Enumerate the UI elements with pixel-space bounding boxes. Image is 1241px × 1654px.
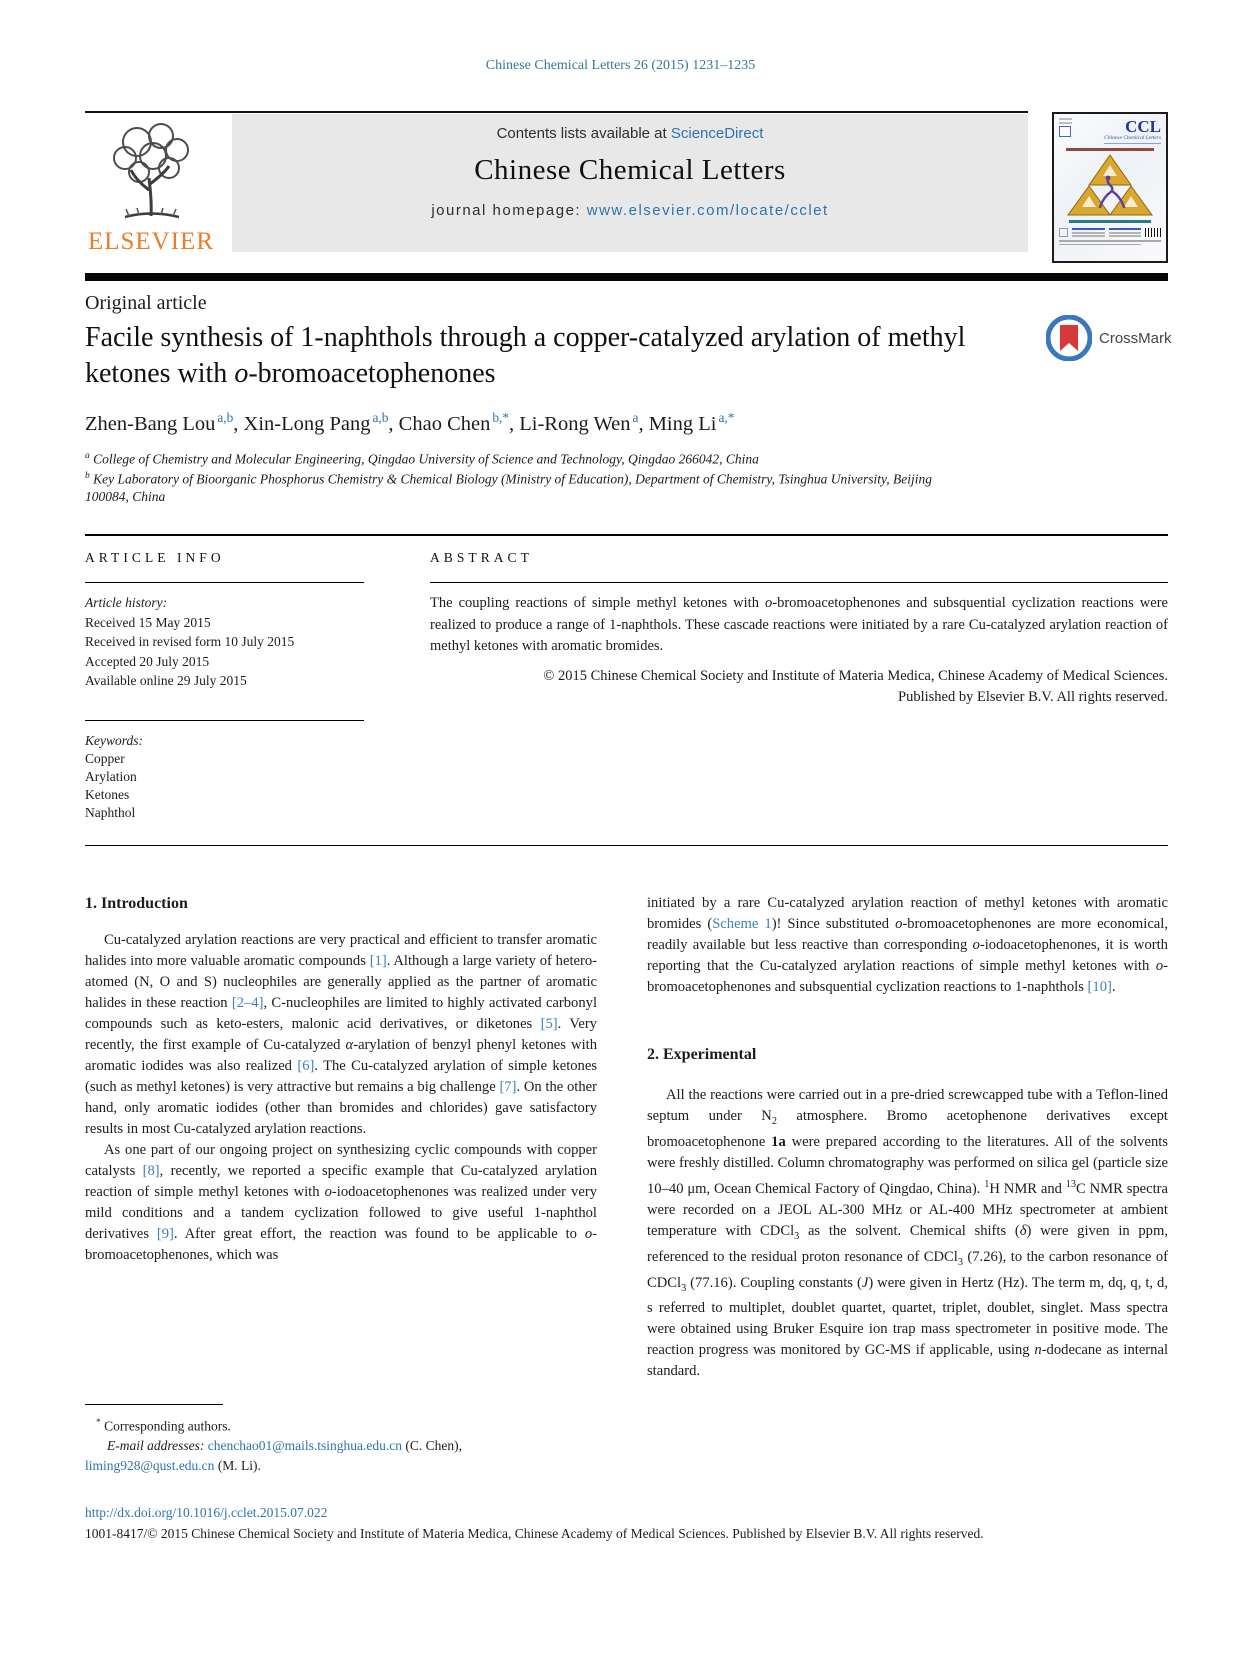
journal-cover-thumbnail: [1052, 112, 1168, 263]
abstract-copyright: [430, 666, 1168, 707]
citation-link[interactable]: [8]: [142, 1163, 160, 1179]
keyword: Copper: [85, 751, 125, 766]
keywords-label: Keywords:: [85, 733, 143, 748]
article-history: [85, 593, 294, 691]
cover-caption-bar: [1069, 220, 1151, 223]
text-segment: a: [85, 451, 90, 461]
elsevier-logo: [85, 116, 217, 256]
text-segment: atmosphere. Bromo acetophenone derivatives except bromoacetophenone: [647, 1108, 1168, 1150]
text-segment: , Xin-Long Pang: [233, 412, 371, 435]
homepage-line: [232, 202, 1028, 219]
article-info-rule: [85, 582, 364, 583]
journal-citation: Chinese Chemical Letters 26 (2015) 1231–1235: [485, 58, 756, 73]
experimental-paragraph: [647, 1085, 1168, 1382]
text-segment: o: [895, 916, 903, 932]
text-segment: initiated by a rare Cu-catalyzed arylation reaction of methyl ketones with aromatic bromides (: [647, 895, 1168, 932]
text-segment: o: [1155, 958, 1164, 974]
text-segment: All the reactions were carried out in a pre-dried screwcapped tube with a Teflon-lined septum under N: [647, 1087, 1168, 1124]
header-top-rule: [85, 111, 1028, 113]
text-segment: -bromoacetophenones, which was: [85, 1226, 597, 1263]
text-segment: As one part of our ongoing project on synthesizing cyclic compounds with copper catalysts: [85, 1142, 597, 1179]
homepage-link[interactable]: www.elsevier.com/locate/cclet: [586, 202, 829, 219]
text-segment: 1: [984, 1178, 990, 1190]
text-segment: -iodoacetophenones, it is worth reporting that the Cu-catalyzed arylation reactions of simple methyl ketones with: [647, 937, 1168, 974]
email-suffix: (C. Chen),: [402, 1438, 463, 1453]
email-label: E-mail addresses:: [107, 1438, 208, 1453]
citation-link[interactable]: Scheme 1: [712, 916, 772, 932]
contents-line: [232, 114, 1028, 142]
text-segment: o: [764, 595, 773, 611]
issn-copyright-line: 1001-8417/© 2015 Chinese Chemical Society and Institute of Materia Medica, Chinese Academy of Medical Sciences. Published by Elsevier B.V. All rights reserved.: [85, 1526, 984, 1541]
cover-heading-bar: [1066, 148, 1154, 151]
cover-footer-lines: [1059, 240, 1161, 245]
introduction-heading: 1. Introduction: [85, 895, 188, 912]
cover-triangle-artwork: [1060, 153, 1160, 217]
text-segment: Key Laboratory of Bioorganic Phosphorus Chemistry & Chemical Biology (Ministry of Education), Department of Chemistry, Tsinghua University, Beijing 100084, China: [85, 471, 933, 504]
history-item: Accepted 20 July 2015: [85, 653, 210, 669]
copyright-line: © 2015 Chinese Chemical Society and Institute of Materia Medica, Chinese Academy of Medical Sciences.: [543, 668, 1168, 684]
text-segment: -dodecane as internal standard.: [647, 1342, 1168, 1380]
text-segment: . Very recently, the first example of Cu-catalyzed: [85, 1016, 597, 1053]
text-segment: -bromoacetophenones are more economical, readily available but less reactive than corresponding: [647, 916, 1168, 953]
cover-text-column: [1109, 228, 1142, 238]
citation-link[interactable]: a: [632, 410, 639, 425]
text-segment: -bromoacetophenones and subsquential cyclization reactions were realized to produce a range of 1-naphthols. These cascade reactions were initiated by a rare Cu-catalyzed arylation reaction of methyl ketones with aromatic bromides.: [430, 595, 1168, 654]
text-segment: Facile synthesis of 1-naphthols through a copper-catalyzed arylation of methyl ketones with: [85, 322, 966, 389]
cover-barcode: [1145, 228, 1161, 237]
article-info-heading: ARTICLE INFO: [85, 550, 225, 565]
text-segment: . Although a large variety of hetero-atomed (N, O and S) nucleophiles are generally applied as the partner of aromatic halides in these reaction: [85, 953, 597, 1011]
text-segment: n: [1034, 1342, 1042, 1359]
text-segment: 2: [771, 1115, 777, 1127]
text-segment: o: [324, 1184, 332, 1200]
elsevier-tree-icon: [95, 116, 207, 222]
text-segment: . On the other hand, only aromatic iodides (other than bromides and chlorides) gave satisfactory results in most Cu-catalyzed arylation reactions.: [85, 1079, 597, 1137]
text-segment: b: [85, 471, 90, 481]
history-item: Received in revised form 10 July 2015: [85, 634, 295, 649]
corresponding-authors-note: [85, 1414, 597, 1436]
text-segment: 1a: [771, 1133, 786, 1150]
keyword: Arylation: [85, 769, 137, 784]
text-segment: College of Chemistry and Molecular Engineering, Qingdao University of Science and Technology, Qingdao 266042, China: [89, 451, 759, 467]
contents-prefix: Contents lists available at: [496, 125, 671, 142]
author-list: [85, 410, 1085, 436]
elsevier-wordmark: ELSEVIER: [87, 228, 215, 255]
copyright-line: Published by Elsevier B.V. All rights reserved.: [898, 688, 1168, 705]
text-segment: Zhen-Bang Lou: [85, 412, 216, 435]
text-segment: o: [234, 358, 249, 389]
body-column-right: [647, 893, 1168, 1382]
continuation-paragraph: [647, 893, 1168, 998]
citation-link[interactable]: [6]: [297, 1058, 315, 1074]
masthead: [232, 114, 1028, 252]
crossmark-label: CrossMark: [1099, 329, 1172, 347]
text-segment: . After great effort, the reaction was found to be applicable to: [173, 1226, 585, 1242]
cover-subtitle: Chinese Chemical Letters: [1104, 135, 1161, 141]
experimental-heading: 2. Experimental: [647, 1046, 757, 1063]
text-segment: -arylation of benzyl phenyl ketones with aromatic iodides was also realized: [85, 1037, 597, 1074]
text-segment: , recently, we reported a specific example that Cu-catalyzed arylation reaction of simple methyl ketones with: [85, 1163, 597, 1200]
affiliations: [85, 448, 975, 506]
email-link-chen[interactable]: chenchao01@mails.tsinghua.edu.cn: [207, 1438, 403, 1453]
text-segment: ) were given in ppm, referenced to the residual proton resonance of CDCl: [647, 1222, 1168, 1265]
introduction-paragraph: [85, 930, 597, 1140]
email-suffix: (M. Li).: [214, 1457, 261, 1473]
text-segment: α: [345, 1037, 354, 1053]
crossmark-badge[interactable]: [1046, 315, 1172, 361]
footnote-block: [85, 1404, 597, 1475]
affiliation-a: [85, 448, 975, 468]
text-segment: , C-nucleophiles are limited to highly activated carbonyl compounds such as keto-esters, malonic acid derivatives, or diketones: [85, 995, 597, 1032]
abstract-rule: [430, 582, 1168, 583]
text-segment: o: [584, 1226, 593, 1242]
introduction-paragraph: [85, 1140, 597, 1266]
cover-emblem: [1059, 118, 1072, 144]
text-segment: H NMR and: [989, 1180, 1066, 1197]
citation-link[interactable]: a,*: [718, 410, 735, 425]
text-segment: , Chao Chen: [388, 412, 491, 435]
citation-link[interactable]: [7]: [499, 1079, 517, 1095]
citation-link[interactable]: [2–4]: [231, 995, 264, 1011]
paper-title: [85, 320, 1025, 392]
affiliation-b: [85, 468, 975, 506]
text-segment: 13: [1065, 1178, 1077, 1190]
text-segment: . The Cu-catalyzed arylation of simple ketones (such as methyl ketones) is very attractive but remains a big challenge: [85, 1058, 598, 1095]
citation-link[interactable]: [5]: [540, 1016, 558, 1032]
cover-stamp: [1059, 228, 1068, 237]
crossmark-icon: [1046, 315, 1092, 361]
journal-title: Chinese Chemical Letters: [474, 154, 786, 186]
article-type-label: Original article: [85, 292, 207, 314]
text-segment: )! Since substituted: [771, 916, 896, 932]
cover-text-column: [1072, 228, 1105, 238]
abstract-heading: ABSTRACT: [430, 550, 533, 565]
corresponding-text: Corresponding authors.: [100, 1418, 231, 1434]
citation-link[interactable]: [1]: [369, 953, 387, 969]
citation-link[interactable]: [9]: [156, 1226, 174, 1242]
citation-link[interactable]: [10]: [1087, 979, 1112, 995]
abstract-text: [430, 593, 1168, 658]
article-info-section: [85, 534, 1168, 846]
doi-link[interactable]: http://dx.doi.org/10.1016/j.cclet.2015.07.022: [85, 1505, 328, 1520]
keyword: Naphthol: [85, 805, 136, 820]
citation-link[interactable]: a,b: [217, 410, 234, 425]
text-segment: (7.26), to the carbon resonance of CDCl: [647, 1248, 1168, 1291]
history-item: Received 15 May 2015: [85, 614, 211, 630]
keywords-block: [85, 732, 143, 822]
text-segment: were prepared according to the literatures. All of the solvents were freshly distilled. Column chromatography was performed on silica gel (particle size 10–40 μm, Ocean Chemical Factory of Qingdao, China).: [647, 1133, 1168, 1197]
history-item: Available online 29 July 2015: [85, 673, 247, 688]
text-segment: The coupling reactions of simple methyl ketones with: [430, 595, 765, 611]
text-segment: as the solvent. Chemical shifts (: [799, 1222, 1020, 1239]
footnote-rule: [85, 1404, 223, 1405]
text-segment: C NMR spectra were recorded on a JEOL AL-300 MHz or AL-400 MHz spectrometer at ambient temperature with CDCl: [647, 1180, 1169, 1239]
text-segment: .: [1111, 979, 1116, 995]
homepage-prefix: journal homepage:: [431, 202, 587, 219]
text-segment: , Ming Li: [638, 412, 717, 435]
text-segment: -bromoacetophenones and subsquential cyclization reactions to 1-naphthols: [647, 958, 1168, 995]
text-segment: ) were given in Hertz (Hz). The term m, dq, q, t, d, s referred to multiplet, doublet quartet, quartet, triplet, doublet, singlet. Mass spectra were obtained using Bruker Esquire ion trap mass spectrometer in positive mode. The reaction progress was monitored by GC-MS if applicable, using: [647, 1274, 1168, 1359]
text-segment: 3: [794, 1230, 800, 1242]
text-segment: -bromoacetophenones: [248, 358, 496, 389]
text-segment: (77.16). Coupling constants (: [686, 1274, 862, 1291]
text-segment: 3: [681, 1282, 687, 1294]
keywords-rule: [85, 720, 364, 721]
email-line: [85, 1436, 597, 1456]
text-segment: , Li-Rong Wen: [508, 412, 631, 435]
text-segment: -iodoacetophenones was realized under very mild conditions and a tandem cyclization followed to give useful 1-naphthol derivatives: [85, 1184, 597, 1242]
history-label: Article history:: [85, 595, 168, 610]
text-segment: Cu-catalyzed arylation reactions are very practical and efficient to transfer aromatic halides into more valuable aromatic compounds: [85, 932, 597, 969]
text-segment: o: [972, 937, 980, 953]
page-footer: [85, 1502, 1168, 1544]
email-link-li[interactable]: liming928@qust.edu.cn: [85, 1457, 215, 1473]
text-segment: 3: [957, 1256, 963, 1268]
email-line: [85, 1456, 597, 1476]
keyword: Ketones: [85, 787, 130, 802]
header-thick-bar: [85, 273, 1168, 281]
citation-link[interactable]: a,b: [372, 410, 389, 425]
text-segment: δ: [1019, 1222, 1027, 1239]
footnote-asterisk: *: [96, 1418, 101, 1428]
sciencedirect-link[interactable]: ScienceDirect: [670, 125, 764, 142]
citation-link[interactable]: b,*: [492, 410, 509, 425]
cover-ccl-title: CCL: [1125, 117, 1161, 136]
body-column-left: [85, 893, 597, 1266]
text-segment: J: [861, 1274, 869, 1291]
